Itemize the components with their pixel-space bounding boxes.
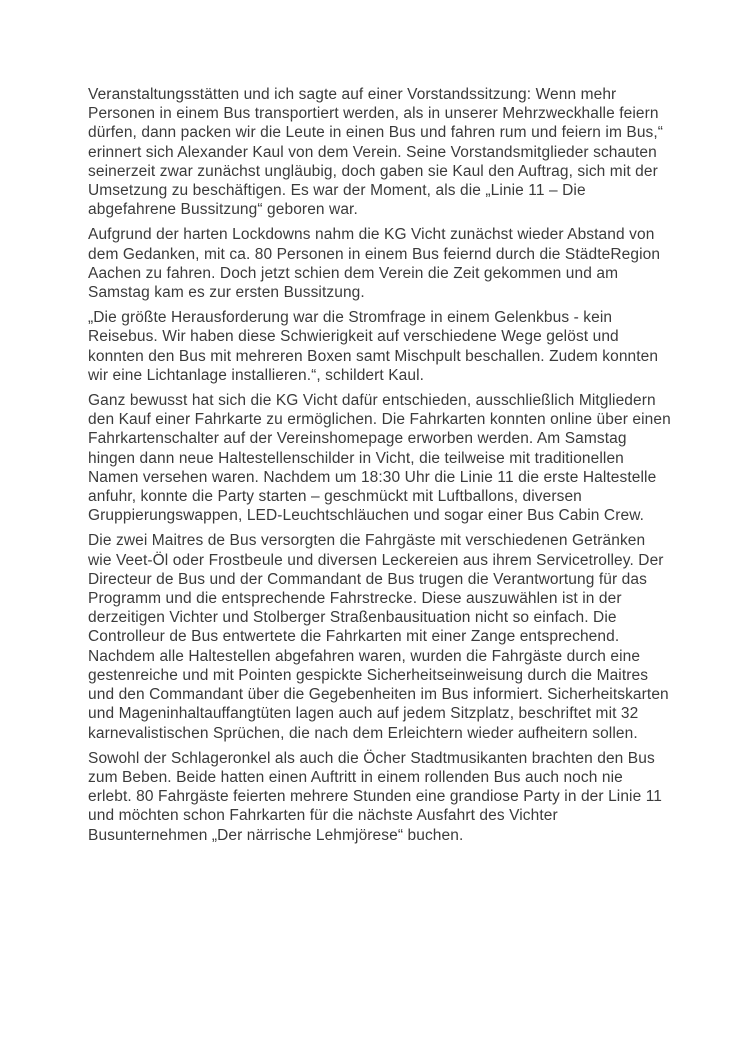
paragraph <box>88 225 680 302</box>
text-line: Personen in einem Bus transportiert werden, als in unserer Mehrzweckhalle feiern <box>88 105 659 123</box>
article-body <box>88 85 680 851</box>
paragraph <box>88 308 680 385</box>
text-line: karnevalistischen Sprüchen, die nach dem Erleichtern wieder aufheitern sollen. <box>88 724 638 742</box>
text-line: Fahrkartenschalter auf der Vereinshomepage erworben werden. Am Samstag <box>88 430 627 448</box>
paragraph <box>88 391 680 525</box>
text-line: seinerzeit zwar zunächst ungläubig, doch gaben sie Kaul den Auftrag, sich mit der <box>88 162 658 180</box>
paragraph <box>88 749 680 845</box>
text-line: Sowohl der Schlageronkel als auch die Öcher Stadtmusikanten brachten den Bus <box>88 749 655 767</box>
text-line: zum Beben. Beide hatten einen Auftritt in einem rollenden Bus auch noch nie <box>88 768 623 786</box>
paragraph <box>88 85 680 219</box>
text-line: hingen dann neue Haltestellenschilder in Vicht, die teilweise mit traditionellen <box>88 449 624 467</box>
text-line: dürfen, dann packen wir die Leute in einen Bus und fahren rum und feiern im Bus,“ <box>88 124 664 142</box>
text-line: Die zwei Maitres de Bus versorgten die Fahrgäste mit verschiedenen Getränken <box>88 532 646 550</box>
text-line: dem Gedanken, mit ca. 80 Personen in einem Bus feiernd durch die StädteRegion <box>88 245 661 263</box>
text-line: und möchten schon Fahrkarten für die nächste Ausfahrt des Vichter <box>88 807 558 825</box>
text-line: Controlleur de Bus entwertete die Fahrkarten mit einer Zange entsprechend. <box>88 628 620 646</box>
text-line: und Mageninhaltauffangtüten lagen auch auf jedem Sitzplatz, beschriftet mit 32 <box>88 705 639 723</box>
text-line: Directeur de Bus und der Commandant de Bus trugen die Verantwortung für das <box>88 570 647 588</box>
text-line: Ganz bewusst hat sich die KG Vicht dafür entschieden, ausschließlich Mitgliedern <box>88 392 656 410</box>
text-line: derzeitigen Vichter und Stolberger Straßenbausituation nicht so einfach. Die <box>88 609 617 627</box>
text-line: Aachen zu fahren. Doch jetzt schien dem Verein die Zeit gekommen und am <box>88 264 619 282</box>
text-line: Samstag kam es zur ersten Bussitzung. <box>88 284 365 302</box>
text-line: Reisebus. Wir haben diese Schwierigkeit auf verschiedene Wege gelöst und <box>88 328 619 346</box>
text-line: gestenreiche und mit Pointen gespickte Sicherheitseinweisung durch die Maitres <box>88 666 649 684</box>
text-line: den Kauf einer Fahrkarte zu ermöglichen. Die Fahrkarten konnten online über einen <box>88 411 671 429</box>
text-line: Gruppierungswappen, LED-Leuchtschläuchen und sogar einer Bus Cabin Crew. <box>88 507 645 525</box>
text-line: Veranstaltungsstätten und ich sagte auf einer Vorstandssitzung: Wenn mehr <box>88 86 617 103</box>
text-line: wir eine Lichtanlage installieren.“, schildert Kaul. <box>88 366 425 384</box>
text-line: abgefahrene Bussitzung“ geboren war. <box>88 201 358 219</box>
text-line: erlebt. 80 Fahrgäste feierten mehrere Stunden eine grandiose Party in der Linie 11 <box>88 788 663 806</box>
text-line: Aufgrund der harten Lockdowns nahm die KG Vicht zunächst wieder Abstand von <box>88 226 655 244</box>
text-line: konnten den Bus mit mehreren Boxen samt Mischpult beschallen. Zudem konnten <box>88 347 659 365</box>
paragraph <box>88 531 680 742</box>
text-line: wie Veet-Öl oder Frostbeule und diversen Leckereien aus ihrem Servicetrolley. Der <box>88 551 664 569</box>
text-line: anfuhr, konnte die Party starten – geschmückt mit Luftballons, diversen <box>88 488 582 506</box>
text-line: Umsetzung zu beschäftigen. Es war der Moment, als die „Linie 11 – Die <box>88 182 586 200</box>
text-line: erinnert sich Alexander Kaul von dem Verein. Seine Vorstandsmitglieder schauten <box>88 143 657 161</box>
text-line: Nachdem alle Haltestellen abgefahren waren, wurden die Fahrgäste durch eine <box>88 647 641 665</box>
text-line: Programm und die entsprechende Fahrstrecke. Diese auszuwählen ist in der <box>88 590 622 608</box>
text-line: und den Commandant über die Gegebenheiten im Bus informiert. Sicherheitskarten <box>88 686 669 704</box>
text-line: Busunternehmen „Der närrische Lehmjörese“ buchen. <box>88 826 464 844</box>
text-line: Namen versehen waren. Nachdem um 18:30 Uhr die Linie 11 die erste Haltestelle <box>88 468 657 486</box>
text-line: „Die größte Herausforderung war die Stromfrage in einem Gelenkbus - kein <box>88 309 613 327</box>
